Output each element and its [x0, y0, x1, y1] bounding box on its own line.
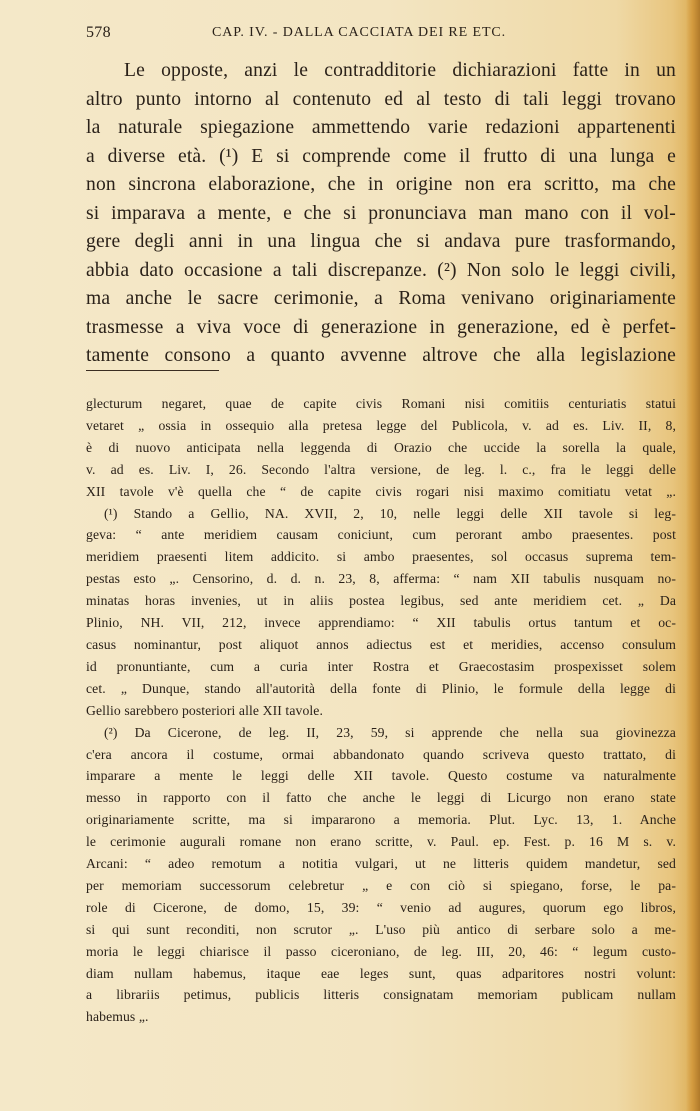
footnote-line: pestas esto „. Censorino, d. d. n. 23, 8, afferma: “ nam XII tabulis nusquam no-: [86, 571, 676, 587]
page-number: 578: [86, 24, 111, 41]
text-line: a diverse età. (¹) E si comprende come il frutto di una lunga e: [86, 145, 676, 167]
footnote-line: moria le leggi chiarisce il passo ciceroniano, de leg. III, 20, 46: “ legum custo-: [86, 943, 676, 959]
footnote-line: habemus „.: [86, 1009, 149, 1025]
text-line: abbia dato occasione a tali discrepanze. (²) Non solo le leggi civili,: [86, 259, 676, 281]
footnote-line: id pronuntiante, cum a curia inter Rostra et Graecostasim prospexisset solem: [86, 658, 676, 674]
footnote-line: (¹) Stando a Gellio, NA. XVII, 2, 10, nelle leggi delle XII tavole si leg-: [104, 505, 676, 521]
footnote-line: geva: “ ante meridiem causam coniciunt, cum perorant ambo praesentes. post: [86, 527, 676, 543]
footnote-line: è di nuovo anticipata nella leggenda di Orazio che uccide la sorella la quale,: [86, 439, 676, 455]
text-line: gere degli anni in una lingua che si andava pure trasformando,: [86, 231, 676, 252]
footnote-line: XII tavole v'è quella che “ de capite civis rogari nisi maximo comitiatu vetat „.: [86, 483, 676, 499]
text-line: altro punto intorno al contenuto ed al testo di tali leggi trovano: [86, 88, 676, 110]
footnotes: [86, 393, 676, 1028]
footnote-line: messo in rapporto con il fatto che anche le leggi di Licurgo non erano state: [86, 790, 676, 806]
page-header: [86, 24, 676, 46]
main-text: [86, 57, 676, 371]
text-line: si imparava a mente, e che si pronunciava man mano con il vol-: [86, 202, 676, 224]
footnote-line: c'era ancora il costume, ormai abbandonato quando scriveva questo trattato, di: [86, 746, 676, 762]
text-line: tamente consono a quanto avvenne altrove che alla legislazione: [86, 345, 676, 366]
text-line: non sincrona elaborazione, che in origine non era scritto, ma che: [86, 174, 676, 195]
footnote-line: Arcani: “ adeo remotum a notitia vulgari, ut ne litteris quidem mandetur, sed: [86, 856, 676, 872]
footnote-line: role di Cicerone, de domo, 15, 39: “ venio ad augures, quorum ego libros,: [86, 899, 676, 915]
footnote-line: si qui sunt reconditi, non scrutor „. L'uso più antico di serbare solo a me-: [86, 921, 676, 937]
footnote-line: cet. „ Dunque, stando all'autorità della fonte di Plinio, le formule della legge di: [86, 680, 676, 696]
text-line: trasmesse a viva voce di generazione in generazione, ed è perfet-: [86, 316, 676, 338]
text-line: la naturale spiegazione ammettendo varie redazioni appartenenti: [86, 117, 676, 138]
footnote-line: minatas horas invenies, ut in aliis postea legibus, sed ante meridiem cet. „ Da: [86, 593, 676, 609]
footnote-line: meridiem praesenti litem addicito. si ambo praesentes, sol occasus suprema tem-: [86, 549, 676, 565]
footnote-line: casus nominantur, post aliquot annos adiectus est et meridies, accenso consulum: [86, 636, 676, 652]
text-line: ma anche le sacre cerimonie, a Roma venivano originariamente: [86, 288, 676, 309]
footnote-line: (²) Da Cicerone, de leg. II, 23, 59, si apprende che nella sua giovinezza: [104, 724, 676, 740]
running-head: CAP. IV. - DALLA CACCIATA DEI RE ETC.: [212, 25, 507, 40]
footnote-line: le cerimonie augurali romane non erano scritte, v. Paul. ep. Fest. p. 16 M s. v.: [86, 834, 676, 850]
footnote-line: imparare a mente le leggi delle XII tavole. Questo costume va naturalmente: [86, 768, 676, 784]
text-line: Le opposte, anzi le contradditorie dichiarazioni fatte in un: [124, 60, 676, 81]
footnote-line: Gellio sarebbero posteriori alle XII tavole.: [86, 702, 324, 718]
footnote-line: originariamente scritte, ma si impararono a memoria. Plut. Lyc. 13, 1. Anche: [86, 812, 676, 828]
page-edge: [686, 0, 700, 1111]
footnote-separator: [86, 370, 219, 371]
footnote-line: vetaret „ ossia in ossequio alla pretesa legge del Publicola, v. ad es. Liv. II, 8,: [86, 417, 676, 433]
footnote-line: per memoriam successorum celebretur „ e con ciò si spiegano, forse, le pa-: [86, 877, 676, 893]
footnote-line: diam nullam habemus, itaque eae leges sunt, quas adparitores nostri volunt:: [86, 965, 676, 981]
footnote-line: glecturum negaret, quae de capite civis Romani nisi comitiis centuriatis statui: [86, 396, 676, 411]
footnote-line: v. ad es. Liv. I, 26. Secondo l'altra versione, de leg. l. c., fra le leggi delle: [86, 461, 676, 477]
footnote-line: Plinio, NH. VII, 212, invece apprendiamo: “ XII tabulis ortus tantum et oc-: [86, 615, 676, 631]
footnote-line: a librariis petimus, publicis litteris consignatam memoriam publicam nullam: [86, 987, 676, 1003]
